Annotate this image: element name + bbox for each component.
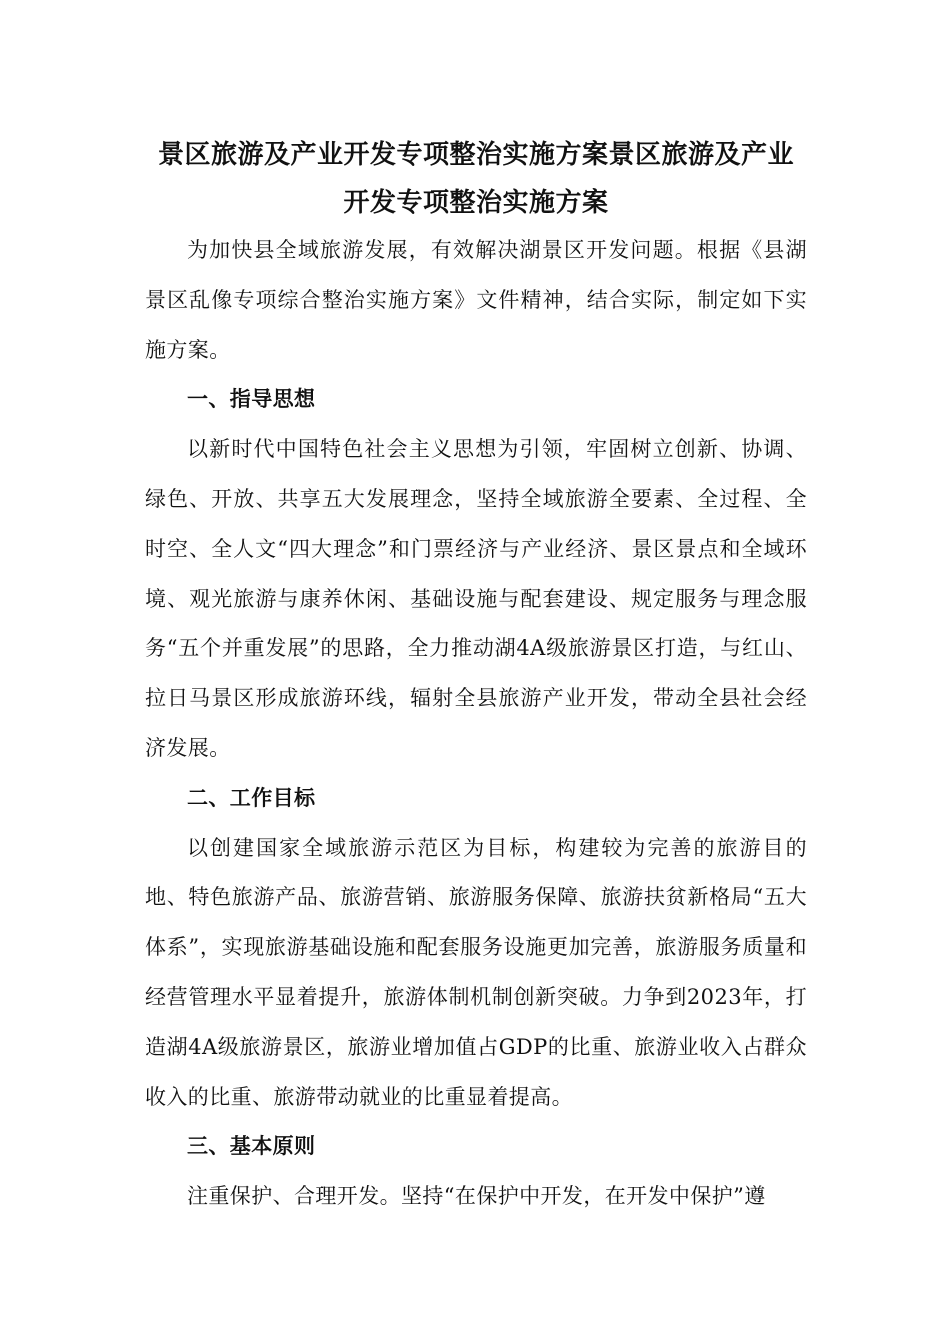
section-paragraph-work-goals: 以创建国家全域旅游示范区为目标，构建较为完善的旅游目的地、特色旅游产品、旅游营销、旅游服务保障、旅游扶贫新格局“五大体系”，实现旅游基础设施和配套服务设施更加完善，旅游服务质量和经营管理水平显着提升，旅游体制机制创新突破。力争到2023年，打造湖4A级旅游景区，旅游业增加值占GDP的比重、旅游业收入占群众收入的比重、旅游带动就业的比重显着提高。 [145, 835, 807, 1109]
section-paragraph-basic-principles: 注重保护、合理开发。坚持“在保护中开发，在开发中保护”遵 [187, 1184, 766, 1209]
section-heading-basic-principles: 三、基本原则 [187, 1134, 316, 1159]
intro-paragraph: 为加快县全域旅游发展，有效解决湖景区开发问题。根据《县湖景区乱像专项综合整治实施方案》文件精神，结合实际，制定如下实施方案。 [145, 238, 807, 362]
section-paragraph-guiding-ideology: 以新时代中国特色社会主义思想为引领，牢固树立创新、协调、绿色、开放、共享五大发展理念，坚持全域旅游全要素、全过程、全时空、全人文“四大理念”和门票经济与产业经济、景区景点和全域环境、观光旅游与康养休闲、基础设施与配套建设、规定服务与理念服务“五个并重发展”的思路，全力推动湖4A级旅游景区打造，与红山、拉日马景区形成旅游环线，辐射全县旅游产业开发，带动全县社会经济发展。 [145, 437, 807, 760]
document-title: 景区旅游及产业开发专项整治实施方案景区旅游及产业开发专项整治实施方案 [157, 140, 794, 218]
document-body [145, 226, 807, 1222]
section-heading-work-goals: 二、工作目标 [187, 785, 316, 810]
section-heading-guiding-ideology: 一、指导思想 [187, 387, 316, 412]
